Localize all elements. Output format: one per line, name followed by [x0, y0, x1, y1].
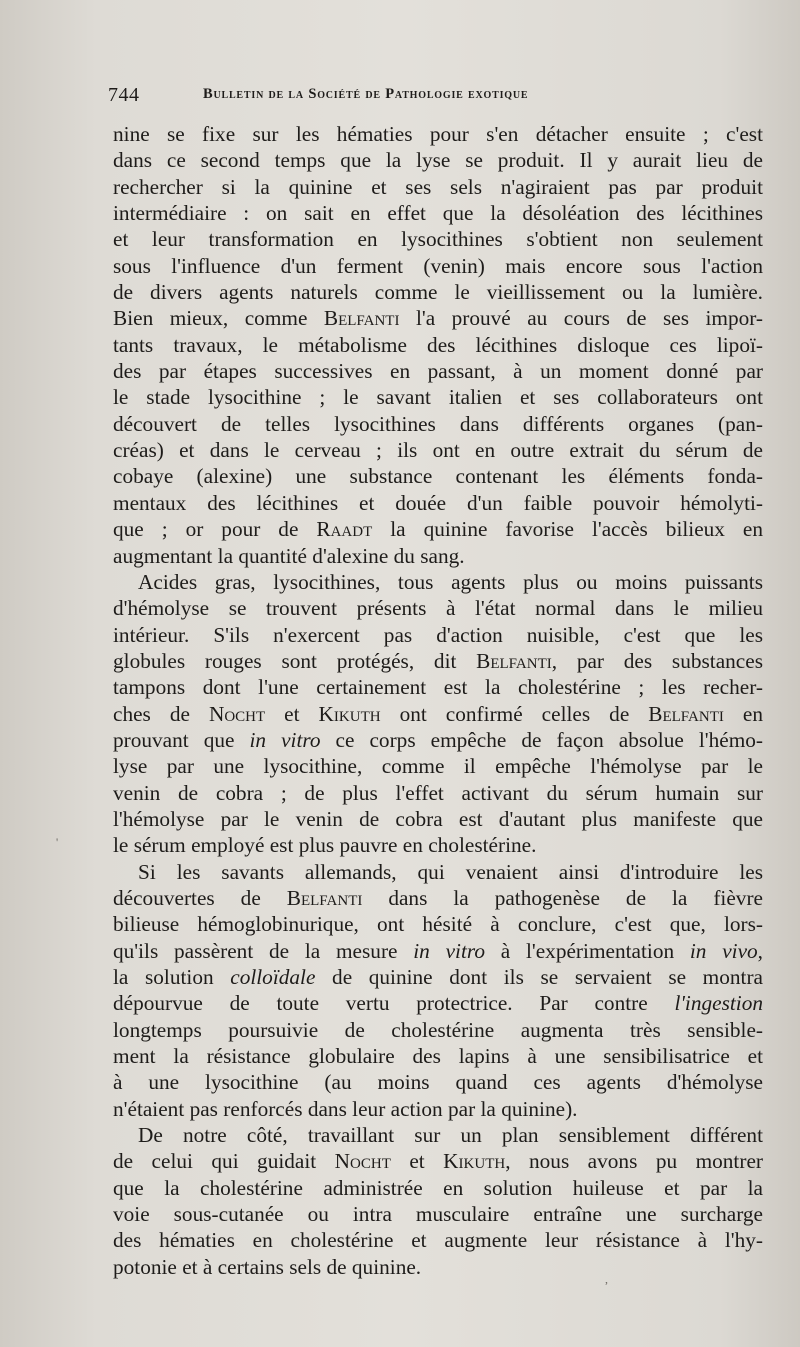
text-line — [113, 1017, 763, 1043]
text-run: et — [390, 1149, 444, 1174]
text-line — [113, 648, 763, 674]
text-line — [113, 1175, 763, 1201]
text-line — [113, 332, 763, 358]
text-line — [113, 226, 763, 252]
text-line — [113, 384, 763, 410]
text-run: longtemps poursuivie de cholestérine augmenta très sensible- — [113, 1017, 763, 1042]
text-run: ment la résistance globulaire des lapins à une sensibilisatrice et — [113, 1044, 763, 1069]
text-run: tants travaux, le métabolisme des lécithines disloque ces lipoï- — [113, 332, 763, 357]
author-name: Kikuth — [443, 1149, 506, 1174]
text-line — [113, 938, 763, 964]
text-line — [113, 990, 763, 1016]
text-run: globules rouges sont protégés, dit — [113, 648, 477, 673]
text-run: intérieur. S'ils n'exercent pas d'action nuisible, c'est que les — [113, 622, 763, 647]
text-run: ont confirmé celles de — [380, 701, 649, 726]
article-body — [113, 121, 763, 1280]
text-run: voie sous-cutanée ou intra musculaire entraîne une surcharge — [113, 1202, 763, 1227]
text-line — [113, 147, 763, 173]
emphasis: in vivo — [689, 938, 758, 963]
text-run: dans ce second temps que la lyse se produit. Il y aurait lieu de — [113, 148, 763, 173]
author-name: Belfanti — [323, 306, 400, 331]
text-run: , nous avons pu montrer — [505, 1149, 763, 1174]
text-run: de divers agents naturels comme le vieillissement ou la lumière. — [113, 280, 763, 305]
text-run: que la cholestérine administrée en solution huileuse et par la — [113, 1175, 763, 1200]
margin-speck: ' — [56, 835, 59, 849]
text-run: tampons dont l'une certainement est la cholestérine ; les recher- — [113, 675, 763, 700]
text-line — [113, 701, 763, 727]
text-line — [113, 1069, 763, 1095]
text-line — [113, 253, 763, 279]
text-run: De notre côté, travaillant sur un plan sensiblement différent — [138, 1123, 763, 1148]
author-name: Raadt — [316, 517, 373, 542]
text-line — [113, 780, 763, 806]
text-run: potonie et à certains sels de quinine. — [113, 1254, 422, 1279]
text-line — [113, 516, 763, 542]
emphasis: colloïdale — [230, 965, 316, 989]
text-run: à l'expérimentation — [485, 938, 690, 963]
author-name: Nocht — [334, 1149, 391, 1174]
text-line — [113, 885, 763, 911]
text-line — [113, 1122, 763, 1148]
text-run: ches de — [113, 701, 209, 726]
text-run: de quinine dont ils se servaient se montra — [315, 965, 764, 989]
running-title: Bulletin de la Société de Pathologie exotique — [203, 86, 529, 102]
text-run: des hématies en cholestérine et augmente leur résistance à l'hy- — [113, 1228, 763, 1253]
text-line — [113, 411, 763, 437]
text-run: bilieuse hémoglobinurique, ont hésité à conclure, c'est que, lors- — [113, 912, 763, 937]
text-run: nine se fixe sur les hématies pour s'en détacher ensuite ; c'est — [113, 122, 763, 146]
text-run: l'a prouvé au cours de ses impor- — [399, 306, 763, 331]
text-line — [113, 1148, 763, 1174]
text-line — [113, 964, 763, 990]
text-line — [113, 463, 763, 489]
page-header — [108, 84, 668, 108]
text-run: le stade lysocithine ; le savant italien et ses collaborateurs ont — [113, 385, 763, 410]
margin-speck: , — [605, 1272, 608, 1286]
text-line — [113, 1096, 763, 1122]
text-run: de celui qui guidait — [113, 1149, 335, 1174]
author-name: Belfanti — [286, 885, 363, 910]
text-run: découvert de telles lysocithines dans différents organes (pan- — [113, 411, 763, 436]
text-run: dépourvue de toute vertu protectrice. Par contre — [113, 991, 675, 1016]
emphasis: in vitro — [413, 938, 486, 963]
text-run: mentaux des lécithines et douée d'un faible pouvoir hémolyti- — [113, 490, 763, 515]
text-line — [113, 727, 763, 753]
text-run: et — [265, 701, 319, 726]
author-name: Belfanti — [476, 648, 552, 673]
emphasis: in vitro — [249, 727, 321, 752]
text-line — [113, 622, 763, 648]
text-run: ce corps empêche de façon absolue l'hémo- — [320, 727, 763, 752]
text-run: cobaye (alexine) une substance contenant les éléments fonda- — [113, 464, 763, 489]
text-line — [113, 121, 763, 147]
text-line — [113, 358, 763, 384]
text-run: augmentant la quantité d'alexine du sang. — [113, 543, 465, 568]
page-number: 744 — [108, 84, 140, 106]
text-line — [113, 806, 763, 832]
text-line — [113, 859, 763, 885]
author-name: Kikuth — [318, 701, 381, 726]
text-run: lyse par une lysocithine, comme il empêche l'hémolyse par le — [113, 754, 763, 779]
author-name: Nocht — [208, 701, 266, 726]
text-line — [113, 674, 763, 700]
text-line — [113, 490, 763, 516]
text-run: prouvant que — [113, 727, 250, 752]
text-line — [113, 569, 763, 595]
text-run: la solution — [113, 965, 231, 989]
text-run: Bien mieux, comme — [113, 306, 324, 331]
text-line — [113, 279, 763, 305]
text-run: la quinine favorise l'accès bilieux en — [372, 517, 764, 542]
text-line — [113, 1227, 763, 1253]
text-run: à une lysocithine (au moins quand ces agents d'hémolyse — [113, 1070, 763, 1095]
text-run: intermédiaire : on sait en effet que la désoléation des lécithines — [113, 201, 763, 226]
text-run: Si les savants allemands, qui venaient ainsi d'introduire les — [138, 859, 763, 884]
text-run: découvertes de — [113, 885, 287, 910]
text-run: n'étaient pas renforcés dans leur action par la quinine). — [113, 1096, 578, 1121]
text-line — [113, 200, 763, 226]
text-run: qu'ils passèrent de la mesure — [113, 938, 414, 963]
text-run: que ; or pour de — [113, 517, 317, 542]
text-line — [113, 832, 763, 858]
text-run: , par des substances — [551, 648, 763, 673]
text-run: des par étapes successives en passant, à un moment donné par — [113, 359, 763, 384]
text-line — [113, 1201, 763, 1227]
text-line — [113, 174, 763, 200]
text-line — [113, 305, 763, 331]
text-line — [113, 1043, 763, 1069]
text-run: , — [757, 938, 763, 963]
emphasis: l'ingestion — [674, 991, 763, 1016]
author-name: Belfanti — [648, 701, 724, 726]
text-line — [113, 595, 763, 621]
text-line — [113, 543, 763, 569]
text-run: Acides gras, lysocithines, tous agents plus ou moins puissants — [138, 569, 763, 594]
text-line — [113, 911, 763, 937]
text-run: l'hémolyse par le venin de cobra est d'autant plus manifeste que — [113, 806, 763, 831]
text-run: rechercher si la quinine et ses sels n'agiraient pas par produit — [113, 174, 763, 199]
text-line — [113, 753, 763, 779]
text-run: en — [723, 701, 763, 726]
text-run: venin de cobra ; de plus l'effet activant du sérum humain sur — [113, 780, 763, 805]
text-run: sous l'influence d'un ferment (venin) mais encore sous l'action — [113, 253, 763, 278]
text-line — [113, 1254, 763, 1280]
text-run: d'hémolyse se trouvent présents à l'état normal dans le milieu — [113, 596, 763, 621]
text-line — [113, 437, 763, 463]
text-run: et leur transformation en lysocithines s'obtient non seulement — [113, 227, 763, 252]
text-run: le sérum employé est plus pauvre en cholestérine. — [113, 833, 537, 858]
text-run: dans la pathogenèse de la fièvre — [362, 885, 763, 910]
text-run: créas) et dans le cerveau ; ils ont en outre extrait du sérum de — [113, 438, 763, 463]
